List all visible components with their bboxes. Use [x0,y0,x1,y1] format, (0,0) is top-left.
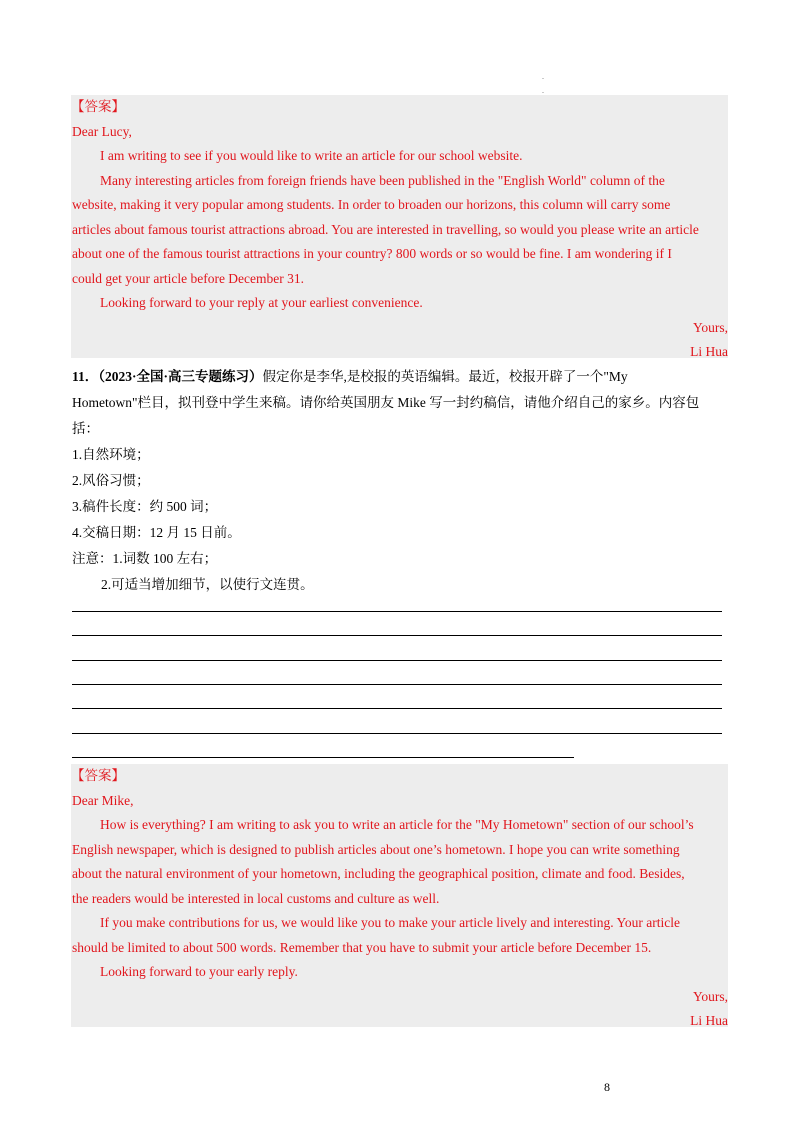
letter-line: the readers would be interested in local customs and culture as well. [72,890,440,906]
note-2: 2.可适当增加细节，以使行文连贯。 [101,577,314,592]
letter-line: Looking forward to your reply at your earliest convenience. [100,295,423,310]
answer-box-2 [71,764,728,1027]
signature: Li Hua [690,344,728,359]
letter-body [71,813,728,985]
page-number: 8 [604,1080,610,1094]
letter-line: How is everything? I am writing to ask you to write an article for the "My Hometown" section of our school’s [100,817,694,832]
content-item-1: 1.自然环境； [72,447,150,462]
question-text-line-3: 括： [72,421,99,436]
writing-line[interactable] [72,635,722,636]
letter-line: about one of the famous tourist attractions in your country? 800 words or so would be fine. I am wondering if I [72,246,672,261]
writing-line[interactable] [72,708,722,709]
closing: Yours, [692,319,728,335]
letter-line: English newspaper, which is designed to publish articles about one’s hometown. I hope you can write something [72,841,680,857]
letter-line: I am writing to see if you would like to write an article for our school website. [100,148,523,163]
question-number: 11． [72,369,99,384]
content-item-4: 4.交稿日期：12 月 15 日前。 [72,525,241,540]
writing-line[interactable] [72,757,574,758]
content-item-2: 2.风俗习惯； [72,473,150,488]
answer-tag: 【答案】 [71,768,125,783]
salutation: Dear Lucy, [72,123,132,139]
letter-line: articles about famous tourist attractions abroad. You are interested in travelling, so would you please write an article [72,221,699,237]
letter-line: about the natural environment of your hometown, including the geographical position, climate and food. Besides, [72,866,685,881]
letter-line: Many interesting articles from foreign friends have been published in the "English World" column of the [100,172,665,188]
question-11 [72,364,732,598]
header-marks: . . [542,72,544,95]
answer-box-1 [71,95,728,358]
question-heading [72,364,732,390]
letter-line: could get your article before December 31. [72,270,305,286]
letter-line: If you make contributions for us, we would like you to make your article lively and interesting. Your article [100,915,680,930]
answer-tag: 【答案】 [71,99,125,114]
closing: Yours, [692,988,728,1004]
writing-line[interactable] [72,660,722,661]
question-text-line-2: Hometown"栏目，拟刊登中学生来稿。请你给英国朋友 Mike 写一封约稿信，请他介绍自己的家乡。内容包 [72,395,700,410]
content-item-3: 3.稿件长度：约 500 词； [72,499,218,514]
writing-line[interactable] [72,684,722,685]
signature: Li Hua [690,1013,728,1028]
letter-body [71,144,728,316]
question-text: 假定你是李华,是校报的英语编辑。最近，校报开辟了一个"My [262,369,628,384]
salutation: Dear Mike, [72,792,134,808]
letter-line: Looking forward to your early reply. [100,964,298,979]
question-source: （2023·全国·高三专题练习） [98,369,263,384]
letter-line: should be limited to about 500 words. Remember that you have to submit your article before December 15. [72,939,652,955]
note-1: 注意：1.词数 100 左右； [72,551,218,566]
writing-line[interactable] [72,611,722,612]
letter-line: website, making it very popular among students. In order to broaden our horizons, this column will carry some [72,197,671,212]
writing-line[interactable] [72,733,722,734]
